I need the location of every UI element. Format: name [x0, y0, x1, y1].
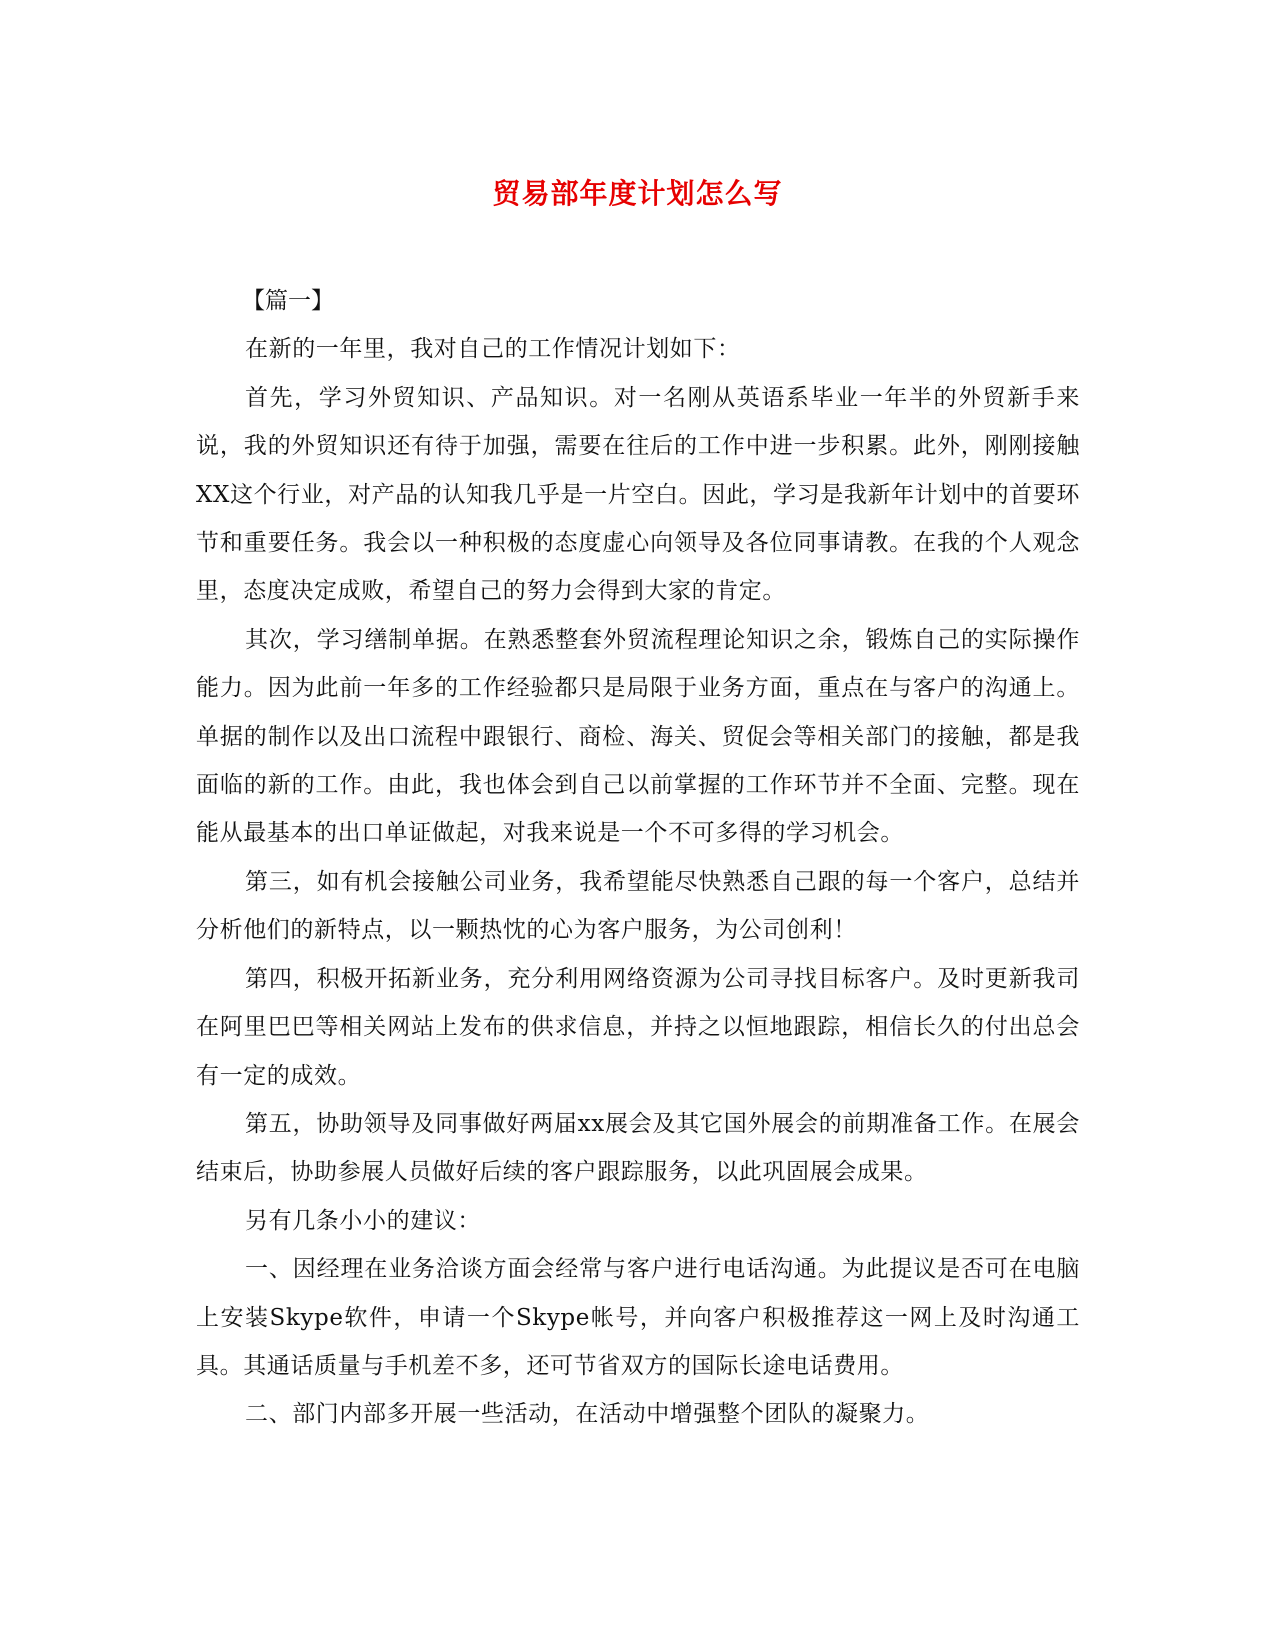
paragraph-fourth: 第四，积极开拓新业务，充分利用网络资源为公司寻找目标客户。及时更新我司在阿里巴巴等相关网站上发布的供求信息，并持之以恒地跟踪，相信长久的付出总会有一定的成效。 — [196, 965, 1080, 1089]
paragraph-first: 首先，学习外贸知识、产品知识。对一名刚从英语系毕业一年半的外贸新手来说，我的外贸知识还有待于加强，需要在往后的工作中进一步积累。此外，刚刚接触XX这个行业，对产品的认知我几乎是一片空白。因此，学习是我新年计划中的首要环节和重要任务。我会以一种积极的态度虚心向领导及各位同事请教。在我的个人观念里，态度决定成败，希望自己的努力会得到大家的肯定。 — [196, 384, 1080, 605]
paragraph-third: 第三，如有机会接触公司业务，我希望能尽快熟悉自己跟的每一个客户，总结并分析他们的新特点，以一颗热忱的心为客户服务，为公司创利！ — [196, 868, 1080, 944]
section-heading: 【篇一】 — [242, 288, 334, 314]
document-title: 贸易部年度计划怎么写 — [492, 177, 783, 210]
document-body — [196, 277, 1080, 1439]
paragraph-suggestion-one: 一、因经理在业务洽谈方面会经常与客户进行电话沟通。为此提议是否可在电脑上安装Skype软件，申请一个Skype帐号，并向客户积极推荐这一网上及时沟通工具。其通话质量与手机差不多，还可节省双方的国际长途电话费用。 — [196, 1256, 1080, 1379]
paragraph-suggestion-two: 二、部门内部多开展一些活动，在活动中增强整个团队的凝聚力。 — [245, 1401, 930, 1428]
paragraph-intro: 在新的一年里，我对自己的工作情况计划如下： — [245, 336, 741, 363]
paragraph-second: 其次，学习缮制单据。在熟悉整套外贸流程理论知识之余，锻炼自己的实际操作能力。因为此前一年多的工作经验都只是局限于业务方面，重点在与客户的沟通上。单据的制作以及出口流程中跟银行、商检、海关、贸促会等相关部门的接触，都是我面临的新的工作。由此，我也体会到自己以前掌握的工作环节并不全面、完整。现在能从最基本的出口单证做起，对我来说是一个不可多得的学习机会。 — [196, 626, 1080, 847]
paragraph-suggestions-intro: 另有几条小小的建议： — [245, 1207, 481, 1234]
paragraph-fifth: 第五，协助领导及同事做好两届xx展会及其它国外展会的前期准备工作。在展会结束后，协助参展人员做好后续的客户跟踪服务，以此巩固展会成果。 — [196, 1110, 1080, 1186]
